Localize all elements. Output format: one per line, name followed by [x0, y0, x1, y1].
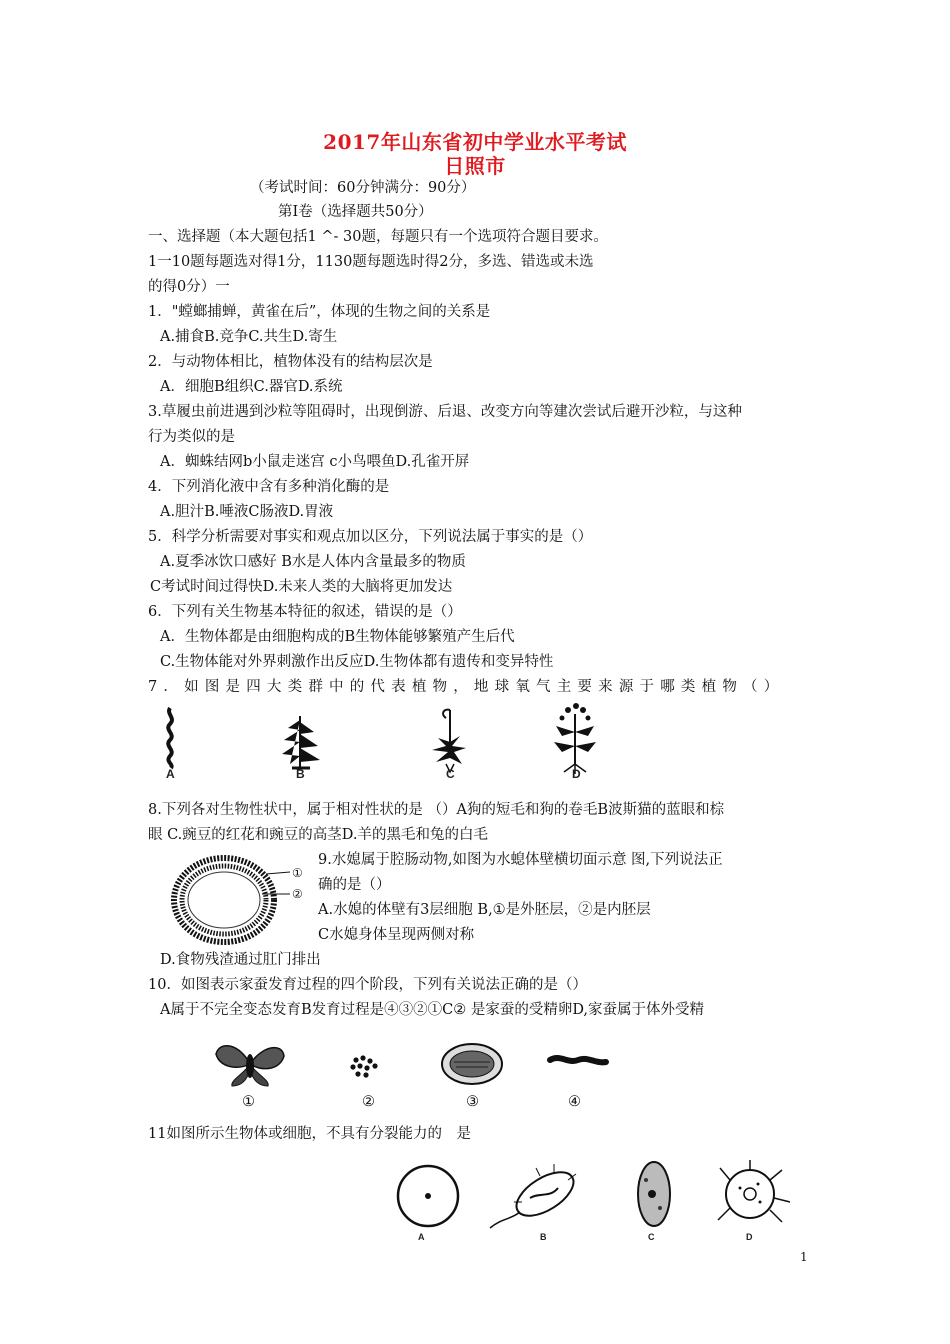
moss-icon — [432, 710, 466, 772]
q7-label-b: B — [296, 767, 305, 781]
q9-options-1: A.水媳的体壁有3层细胞 B,①是外胚层，②是内胚层 — [318, 902, 651, 918]
page-number: 1 — [800, 1250, 808, 1264]
q10-label-2: ② — [362, 1094, 375, 1110]
q11-stem: 11如图所示生物体或细胞，不具有分裂能力的 是 — [148, 1126, 471, 1142]
exam-info: （考试时间：60分钟满分：90分） — [250, 180, 476, 196]
q9-stem-1: 9.水媳属于腔肠动物,如图为水螅体壁横切面示意 图,下列说法正 — [318, 852, 723, 868]
q10-stem: 10．如图表示家蚕发育过程的四个阶段，下列有关说法正确的是（） — [148, 977, 587, 993]
q7-stem: 7．如图是四大类群中的代表植物，地球氧气主要来源于哪类植物（） — [148, 679, 785, 695]
q10-label-3: ③ — [466, 1094, 479, 1110]
q11-cells-figure — [390, 1158, 810, 1234]
q7-plant-figure — [150, 702, 610, 784]
q4-options: A.胆汁B.唾液C肠液D.胃液 — [160, 504, 334, 520]
q9-marker-1: ① — [292, 866, 303, 880]
q11-label-a: A — [418, 1232, 425, 1242]
egg-cell-icon — [398, 1166, 458, 1226]
q5-stem: 5．科学分析需要对事实和观点加以区分，下列说法属于事实的是（） — [148, 529, 593, 545]
section-heading: 第Ⅰ卷（选择题共50分） — [278, 204, 433, 220]
q7-label-d: D — [572, 767, 581, 781]
q6-stem: 6．下列有关生物基本特征的叙述，错误的是（） — [148, 604, 462, 620]
q2-options: A．细胞B组织C.器官D.系统 — [160, 379, 343, 395]
q7-label-c: C — [446, 767, 455, 781]
q9-stem-2: 确的是（） — [318, 877, 391, 893]
q8-stem-2: 眼 C.豌豆的红花和豌豆的高茎D.羊的黑毛和兔的白毛 — [148, 827, 489, 843]
q9-options-2: C水媳身体呈现两侧对称 — [318, 927, 475, 943]
algae-icon — [168, 708, 172, 768]
exam-subtitle: 日照市 — [444, 154, 506, 178]
q9-options-3: D.食物残渣通过肛门排出 — [160, 952, 321, 968]
q3-options: A．蜘蛛结网b小鼠走迷宫 c小鸟喂鱼D.孔雀开屏 — [160, 454, 470, 470]
q4-stem: 4．下列消化液中含有多种消化酶的是 — [148, 479, 390, 495]
q11-label-b: B — [540, 1232, 547, 1242]
bacterium-icon — [490, 1163, 581, 1228]
moth-icon — [216, 1046, 284, 1086]
cocoon-icon — [442, 1044, 502, 1084]
q11-label-d: D — [746, 1232, 753, 1242]
q9-marker-2: ② — [292, 887, 303, 901]
q2-stem: 2．与动物体相比，植物体没有的结构层次是 — [148, 354, 433, 370]
q10-options: A属于不完全变态发育B发育过程是④③②①C② 是家蚕的受精卵D,家蚕属于体外受精 — [160, 1002, 705, 1018]
eggs-icon — [350, 1055, 377, 1077]
instructions-line-3: 的得0分）一 — [148, 279, 230, 295]
q3-stem-1: 3.草履虫前进遇到沙粒等阻碍时，出现倒游、后退、改变方向等建次尝试后避开沙粒，与这种 — [148, 404, 742, 420]
q8-stem-1: 8.下列各对生物性状中，属于相对性状的是 （）A狗的短毛和狗的卷毛B波斯猫的蓝眼和棕 — [148, 802, 725, 818]
flowering-plant-icon — [554, 703, 596, 774]
q6-options-2: C.生物体能对外界刺激作出反应D.生物体都有遗传和变异特性 — [160, 654, 554, 670]
q3-stem-2: 行为类似的是 — [148, 429, 235, 445]
q7-label-a: A — [166, 767, 175, 781]
nerve-cell-icon — [718, 1160, 790, 1222]
q10-label-1: ① — [242, 1094, 255, 1110]
fern-icon — [282, 716, 320, 768]
q11-label-c: C — [648, 1232, 655, 1242]
q6-options-1: A．生物体都是由细胞构成的B生物体能够繁殖产生后代 — [160, 629, 515, 645]
instructions-line-2: 1一10题每题选对得1分，1130题每题选时得2分，多选、错选或未选 — [148, 254, 594, 270]
q1-stem: 1．"螳螂捕蝉，黄雀在后”，体现的生物之间的关系是 — [148, 304, 491, 320]
larva-icon — [550, 1058, 606, 1062]
q1-options: A.捕食B.竞争C.共生D.寄生 — [160, 329, 338, 345]
q5-options-1: A.夏季冰饮口感好 B水是人体内含量最多的物质 — [160, 554, 466, 570]
q5-options-2: C考试时间过得快D.未来人类的大脑将更加发达 — [150, 579, 453, 595]
q10-label-4: ④ — [568, 1094, 581, 1110]
exam-title: 2017年山东省初中学业水平考试 — [323, 130, 627, 154]
q10-silkworm-figure — [210, 1034, 620, 1094]
instructions-line-1: 一、选择题（本大题包括1 ^- 30题，每题只有一个选项符合题目要求。 — [148, 229, 608, 245]
protist-icon — [638, 1162, 670, 1226]
